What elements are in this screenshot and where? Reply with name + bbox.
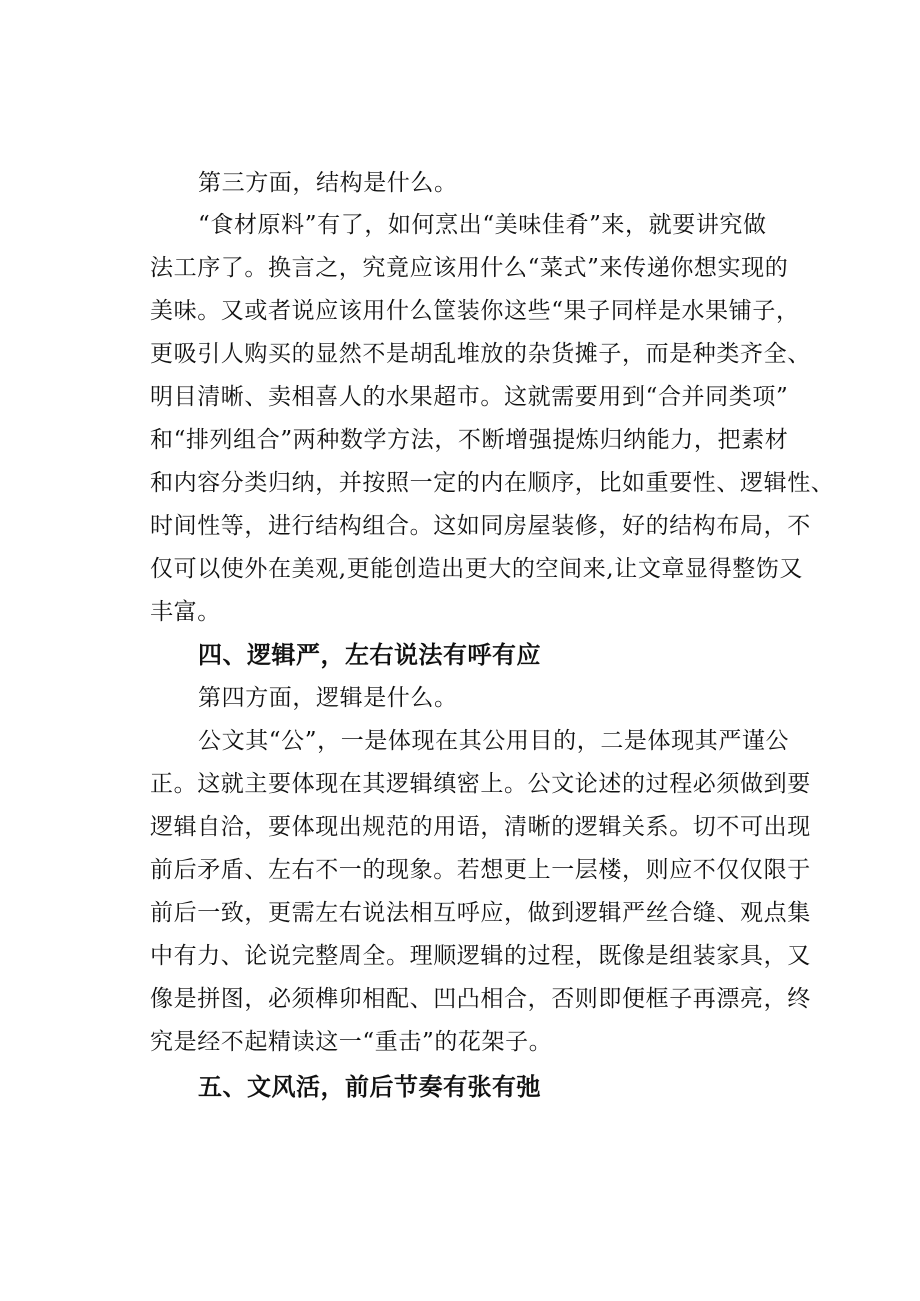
section3-paragraph-line: 仅可以使外在美观,更能创造出更大的空间来,让文章显得整饬又 xyxy=(150,556,804,582)
section4-paragraph-line: 究是经不起精读这一“重击”的花架子。 xyxy=(150,1029,553,1055)
section3-paragraph-line: 丰富。 xyxy=(150,599,221,625)
section5-heading: 五、文风活，前后节奏有张有弛 xyxy=(198,1073,541,1101)
section4-paragraph-line: 像是拼图，必须榫卯相配、凹凸相合，否则即便框子再漂亮，终 xyxy=(150,986,811,1012)
section4-paragraph-line: 前后矛盾、左右不一的现象。若想更上一层楼，则应不仅仅限于 xyxy=(150,857,811,883)
section4-lead: 第四方面，逻辑是什么。 xyxy=(198,685,458,711)
section4-heading: 四、逻辑严，左右说法有呼有应 xyxy=(198,641,541,669)
section4-paragraph-line: 公文其“公”，一是体现在其公用目的，二是体现其严谨公 xyxy=(198,728,790,754)
section3-paragraph-line: 明目清晰、卖相喜人的水果超市。这就需要用到“合并同类项” xyxy=(150,384,789,410)
section4-paragraph-line: 中有力、论说完整周全。理顺逻辑的过程，既像是组装家具，又 xyxy=(150,943,811,969)
section4-paragraph-line: 前后一致，更需左右说法相互呼应，做到逻辑严丝合缝、观点集 xyxy=(150,900,811,926)
section3-lead: 第三方面，结构是什么。 xyxy=(198,170,458,196)
section4-paragraph-line: 逻辑自洽，要体现出规范的用语，清晰的逻辑关系。切不可出现 xyxy=(150,814,811,840)
section3-paragraph-line: “食材原料”有了，如何烹出“美味佳肴”来，就要讲究做 xyxy=(198,212,767,238)
section3-paragraph-line: 更吸引人购买的显然不是胡乱堆放的杂货摊子，而是种类齐全、 xyxy=(150,341,811,367)
section3-paragraph-line: 法工序了。换言之，究竟应该用什么“菜式”来传递你想实现的 xyxy=(150,255,789,281)
section3-paragraph-line: 时间性等，进行结构组合。这如同房屋装修，好的结构布局，不 xyxy=(150,513,811,539)
section4-paragraph-line: 正。这就主要体现在其逻辑缜密上。公文论述的过程必须做到要 xyxy=(150,771,811,797)
section3-paragraph-line: 美味。又或者说应该用什么筐装你这些“果子同样是水果铺子， xyxy=(150,298,800,324)
section3-paragraph-line: 和内容分类归纳，并按照一定的内在顺序，比如重要性、逻辑性、 xyxy=(150,470,835,496)
section3-paragraph-line: 和“排列组合”两种数学方法，不断增强提炼归纳能力，把素材 xyxy=(150,427,789,453)
